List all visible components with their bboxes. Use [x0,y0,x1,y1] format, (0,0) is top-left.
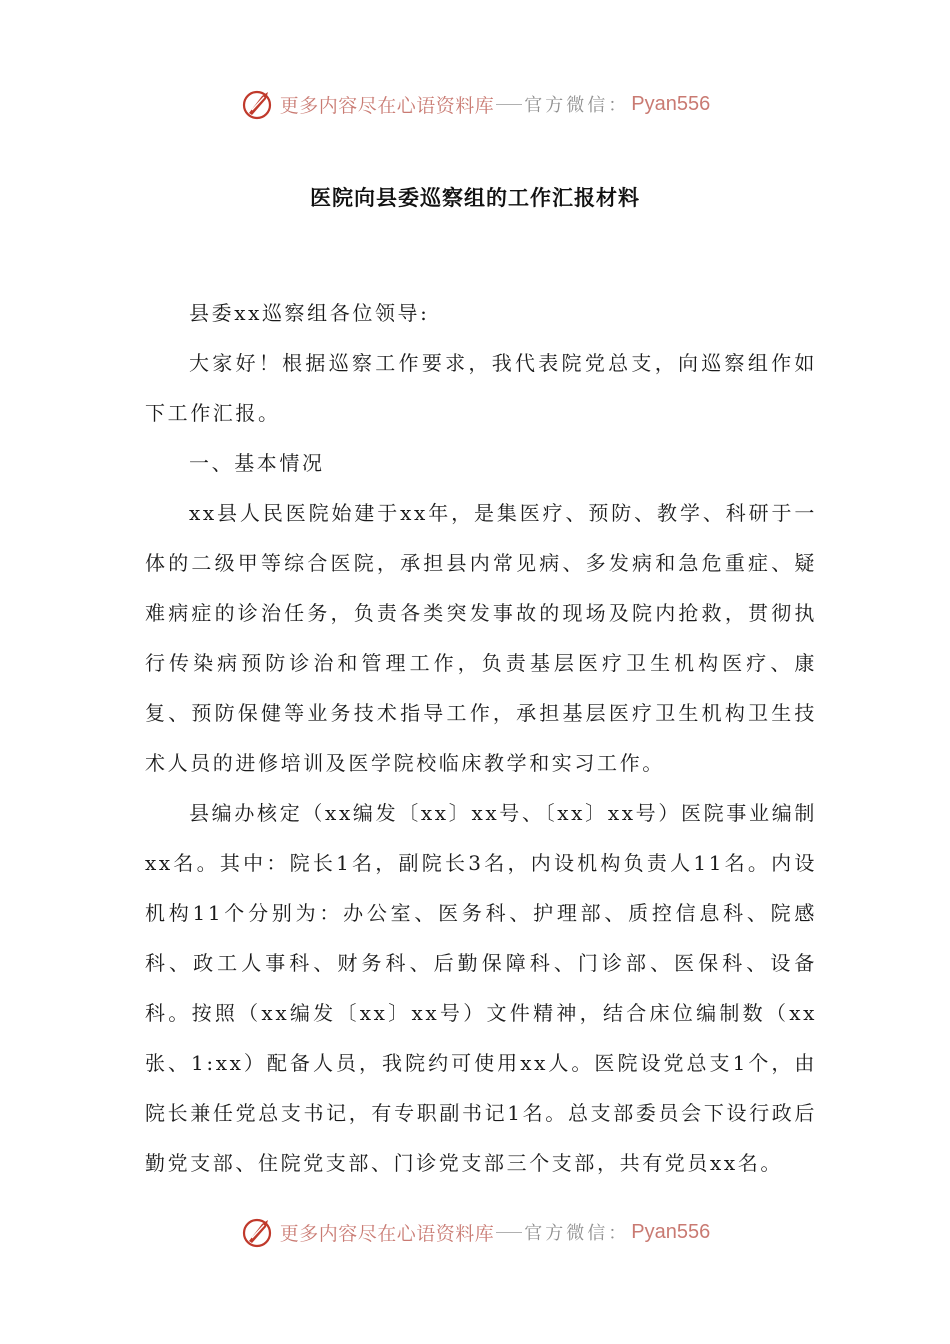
watermark-dash [496,104,522,105]
pen-nib-logo-icon [240,86,276,122]
salutation-paragraph: 县委xx巡察组各位领导: [189,301,430,325]
header-watermark-banner [0,84,950,124]
document-title: 医院向县委巡察组的工作汇报材料 [310,186,640,210]
pen-nib-logo-icon [240,1214,276,1250]
footer-watermark-banner [0,1212,950,1252]
watermark-wechat-id: Pyan556 [631,92,711,115]
body-paragraph: 县编办核定（xx编发〔xx〕xx号、〔xx〕xx号）医院事业编制xx名。其中：院长1名，副院长3名，内设机构负责人11名。内设机构11个分别为：办公室、医务科、护理部、质控信息科、院感科、政工人事科、财务科、后勤保障科、门诊部、医保科、设备科。按照（xx编发〔xx〕xx号）文件精神，结合床位编制数（xx张、1:xx）配备人员，我院约可使用xx人。医院设党总支1个，由院长兼任党总支书记，有专职副书记1名。总支部委员会下设行政后勤党支部、住院党支部、门诊党支部三个支部，共有党员xx名。 [145,801,817,1175]
watermark-dash [496,1232,522,1233]
watermark-brand-text: 更多内容尽在心语资料库 [279,1222,495,1245]
watermark-official-text: 官方微信： [524,95,630,116]
greeting-paragraph: 大家好！根据巡察工作要求，我代表院党总支，向巡察组作如下工作汇报。 [145,351,817,425]
watermark-official-text: 官方微信： [524,1223,630,1244]
section-heading: 一、基本情况 [189,451,325,475]
body-paragraph: xx县人民医院始建于xx年，是集医疗、预防、教学、科研于一体的二级甲等综合医院，承担县内常见病、多发病和急危重症、疑难病症的诊治任务，负责各类突发事故的现场及院内抢救，贯彻执行传染病预防诊治和管理工作，负责基层医疗卫生机构医疗、康复、预防保健等业务技术指导工作，承担基层医疗卫生机构卫生技术人员的进修培训及医学院校临床教学和实习工作。 [145,501,817,775]
watermark-brand-text: 更多内容尽在心语资料库 [279,94,495,117]
watermark-wechat-id: Pyan556 [631,1220,711,1243]
document-body [145,288,817,1188]
